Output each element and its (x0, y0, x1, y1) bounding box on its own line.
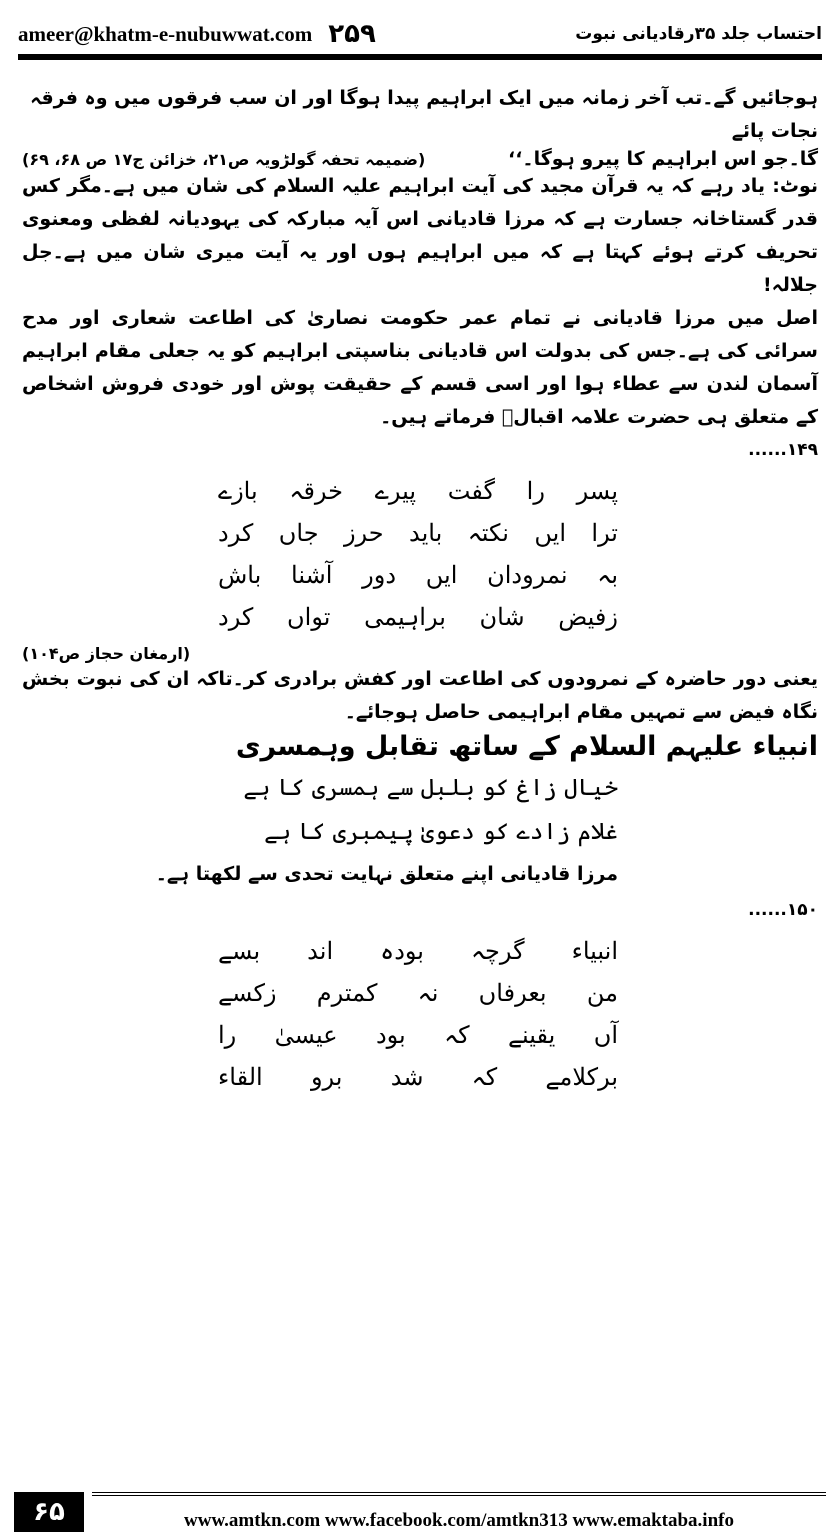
verse-line: من بعرفاں نہ کمترم زکسے (218, 979, 618, 1007)
verse-line: بہ نمرودان ایں دور آشنا باش (218, 561, 618, 589)
verse-line: خیال زاغ کو بلبل سے ہمسری کا ہے (243, 775, 618, 801)
paragraph-1: ہوجائیں گے۔تب آخر زمانہ میں ایک ابراہیم پیدا ہوگا اور ان سب فرقوں میں وہ فرقہ نجات پائے (30, 87, 818, 142)
header-left (18, 19, 376, 49)
header-book-title: احتساب جلد ۳۵رقادیانی نبوت (575, 24, 822, 44)
verse-line: پسر را گفت پیرے خرقہ بازے (218, 477, 618, 505)
paragraph-5: مرزا قادیانی اپنے متعلق نہایت تحدی سے لکھتا ہے۔ (155, 863, 618, 885)
paragraph-note: نوٹ: یاد رہے کہ یہ قرآن مجید کی آیت ابراہیم علیہ السلام کی شان میں ہے۔مگر کس قدر گستاخانہ جسارت ہے کہ مرزا قادیانی اس آیہ مبارکہ کی یہودیانہ لفظی ومعنوی تحریف کرتے ہوئے کہتا ہے کہ میں ابراہیم ہوں اور یہ آیت میری شان میں ہے۔جل جلالہ! (22, 175, 818, 296)
paragraph-4: یعنی دور حاضرہ کے نمرودوں کی اطاعت اور کفش برادری کر۔تاکہ ان کی نبوت بخش نگاہ فیض سے تمہیں مقام ابراہیمی حاصل ہوجائے۔ (22, 668, 818, 723)
reference-citation: (ضمیمہ تحفہ گولڑویہ ص۲۱، خزائن ج۱۷ ص ۶۸، ۶۹) (22, 150, 426, 169)
verse-line: برکلامے کہ شد برو القاء (218, 1063, 618, 1091)
footnote-marker-149: ......۱۴۹ (748, 440, 818, 460)
verse-line: آں یقینے کہ بود عیسیٰ را (218, 1021, 618, 1049)
verse-line: غلام زادے کو دعویٰ پیمبری کا ہے (264, 819, 618, 845)
footer-bar (84, 1492, 826, 1532)
footer-page-number: ۶۵ (14, 1492, 84, 1532)
header-email: ameer@khatm-e-nubuwwat.com (18, 21, 313, 46)
persian-verse-1 (22, 470, 818, 638)
footer-links[interactable]: www.amtkn.com www.facebook.com/amtkn313 www.emaktaba.info (184, 1510, 734, 1531)
header-page-number: ۲۵۹ (328, 19, 376, 49)
paragraph-1-end: گا۔جو اس ابراہیم کا پیرو ہوگا۔‘‘ (508, 148, 818, 170)
reference-line (22, 148, 818, 170)
urdu-verse (22, 766, 818, 854)
page-header (18, 14, 822, 60)
section-heading: انبیاء علیہم السلام کے ساتھ تقابل وہمسری (235, 731, 818, 762)
verse-line: زفیض شان براہیمی تواں کرد (218, 603, 618, 631)
footer-rule (92, 1492, 826, 1496)
footnote-marker-150: ......۱۵۰ (748, 900, 818, 920)
page-footer (14, 1492, 826, 1532)
paragraph-3: اصل میں مرزا قادیانی نے تمام عمر حکومت نصاریٰ کی اطاعت شعاری اور مدح سرائی کی ہے۔جس کی بدولت اس قادیانی بناسپتی ابراہیم کو یہ جعلی مقام ابراہیم آسمان لندن سے عطاء ہوا اور اسی قسم کے حقیقت پوش اور خودی فروش اشخاص کے متعلق ہی حضرت علامہ اقبالؒ فرماتے ہیں۔ (22, 307, 818, 428)
page-content (22, 82, 818, 1478)
persian-verse-2 (22, 930, 818, 1098)
verse-source: (ارمغان حجاز ص۱۰۴) (22, 644, 191, 663)
verse-line: ترا ایں نکتہ باید حرز جاں کرد (218, 519, 618, 547)
verse-line: انبیاء گرچہ بودہ اند بسے (218, 937, 618, 965)
